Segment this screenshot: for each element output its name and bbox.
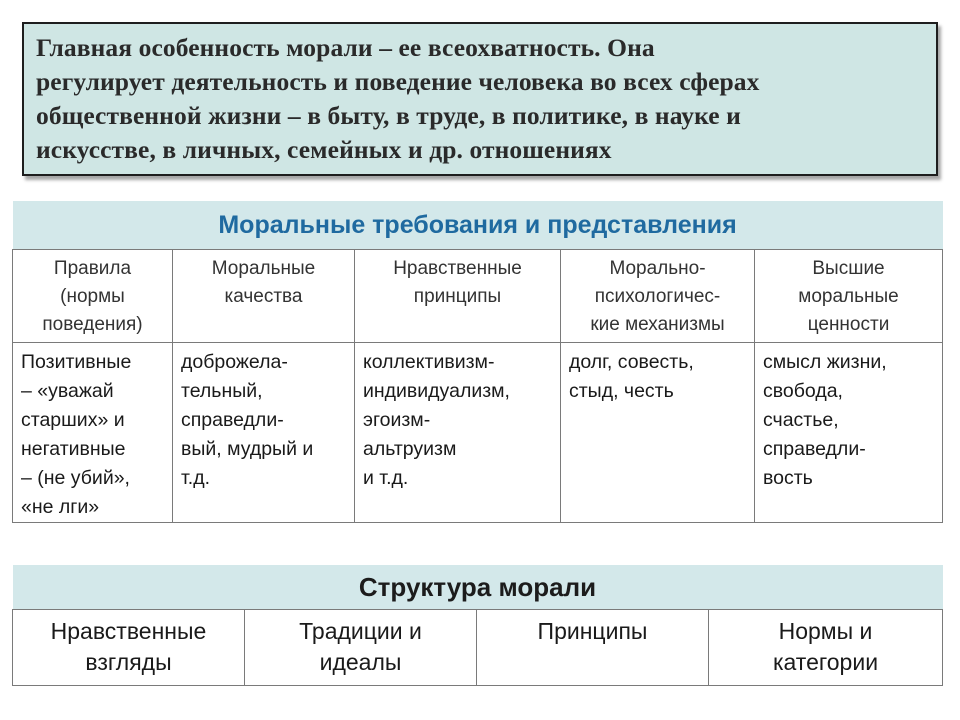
moral-structure-table [12, 565, 943, 686]
intro-line: Главная особенность морали – ее всеохватность. Она [36, 33, 655, 62]
cell-moral-views: Нравственные взгляды [13, 610, 245, 686]
cell-rules: Позитивные – «уважай старших» и негативные – (не убий», «не лги» [13, 343, 173, 523]
intro-line: регулирует деятельность и поведение человека во всех сферах [36, 67, 760, 96]
moral-requirements-table [12, 201, 943, 523]
cell-psych-mechanisms: долг, совесть, стыд, честь [561, 343, 755, 523]
cell-moral-principles: коллективизм- индивидуализм, эгоизм- альтруизм и т.д. [355, 343, 561, 523]
header-rules: Правила (нормы поведения) [13, 250, 173, 343]
intro-line: общественной жизни – в быту, в труде, в политике, в науке и [36, 101, 741, 130]
moral-structure-title: Структура морали [13, 565, 943, 610]
header-moral-principles: Нравственные принципы [355, 250, 561, 343]
header-psych-mechanisms: Морально- психологичес- кие механизмы [561, 250, 755, 343]
table-row [13, 610, 943, 686]
cell-principles: Принципы [477, 610, 709, 686]
moral-requirements-title: Моральные требования и представления [13, 201, 943, 250]
table-header-row [13, 250, 943, 343]
cell-norms-categories: Нормы и категории [709, 610, 943, 686]
cell-traditions-ideals: Традиции и идеалы [245, 610, 477, 686]
intro-line: искусстве, в личных, семейных и др. отношениях [36, 135, 612, 164]
cell-highest-values: смысл жизни, свобода, счастье, справедли- вость [755, 343, 943, 523]
header-highest-values: Высшие моральные ценности [755, 250, 943, 343]
table-row [13, 343, 943, 523]
cell-moral-qualities: доброжела- тельный, справедли- вый, мудрый и т.д. [173, 343, 355, 523]
header-moral-qualities: Моральные качества [173, 250, 355, 343]
intro-box [22, 22, 938, 176]
